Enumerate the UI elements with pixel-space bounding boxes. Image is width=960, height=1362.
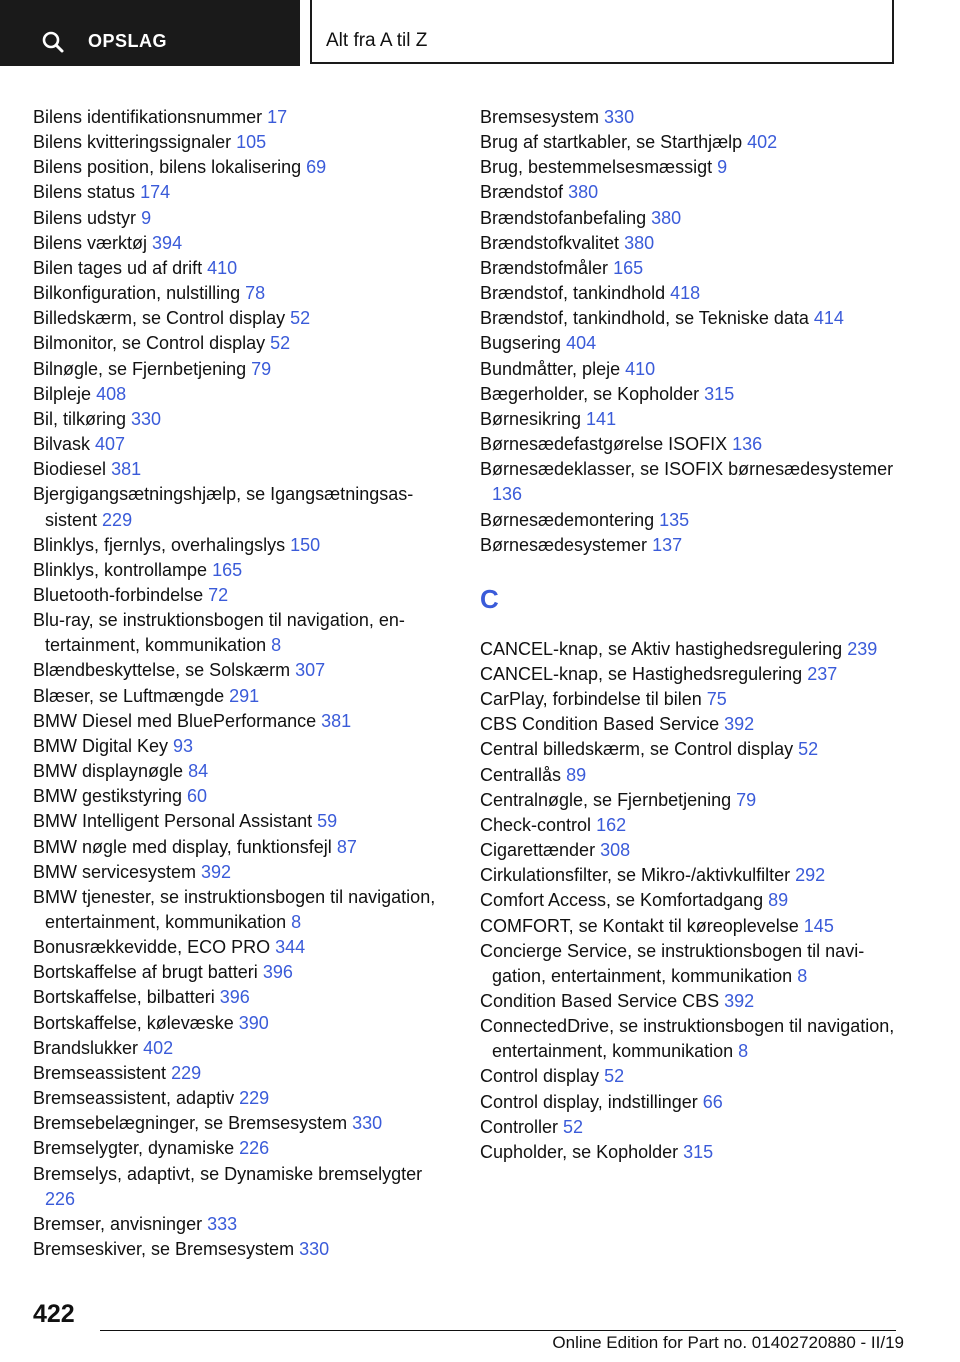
index-entry-text: CBS Condition Based Service	[480, 714, 720, 735]
index-entry	[33, 985, 443, 1010]
index-entry	[33, 684, 443, 709]
index-entry	[33, 1212, 443, 1237]
index-page-link[interactable]: 135	[659, 509, 690, 530]
index-page-link[interactable]: 292	[795, 865, 826, 886]
index-page-link[interactable]: 315	[704, 383, 735, 404]
index-entry-text: Blinklys, kontrollampe	[33, 559, 208, 580]
index-entry-text: BMW Intelligent Personal Assistant	[33, 811, 313, 832]
index-page-link[interactable]: 308	[600, 840, 631, 861]
index-entry-text: Bremselys, adaptivt, se Dynamiske bremselygter	[33, 1163, 423, 1184]
index-entry-text: Condition Based Service CBS	[480, 991, 720, 1011]
index-entry-text: Bægerholder, se Kopholder	[480, 383, 700, 404]
index-entry-text: Bilen tages ud af drift	[33, 257, 203, 278]
index-entry-text: BMW gestikstyring	[33, 786, 183, 807]
index-page-link[interactable]: 136	[732, 434, 763, 455]
index-entry	[33, 1061, 443, 1086]
search-tab[interactable]	[0, 0, 300, 66]
index-page-link[interactable]: 408	[96, 383, 127, 404]
index-entry	[33, 105, 443, 130]
index-entry	[33, 1162, 443, 1212]
index-page-link[interactable]: 174	[140, 182, 171, 203]
index-entry-text: Bilens identifikationsnummer	[33, 107, 263, 127]
index-entry-text: Bremser, anvisninger	[33, 1213, 203, 1234]
index-entry-text: Bremsesystem	[480, 107, 600, 127]
index-entry	[33, 1036, 443, 1061]
index-entry	[480, 432, 900, 457]
index-entry-text: Cirkulationsfilter, se Mikro-/aktivkulfilter	[480, 865, 791, 886]
index-page-link[interactable]: 226	[45, 1188, 76, 1209]
index-entry-text: Bortskaffelse, bilbatteri	[33, 987, 215, 1008]
index-entry	[480, 206, 900, 231]
index-page-link[interactable]: 52	[563, 1116, 584, 1137]
index-page-link[interactable]: 402	[143, 1037, 174, 1058]
index-entry-text: Bremseassistent	[33, 1062, 167, 1083]
index-entry-text: Bilkonfiguration, nulstilling	[33, 283, 241, 304]
index-page-link[interactable]: 8	[271, 635, 282, 656]
index-entry	[33, 734, 443, 759]
index-entry-text: BMW displaynøgle	[33, 761, 184, 782]
index-entry	[480, 155, 900, 180]
index-entry-text: Børnesædesystemer	[480, 534, 648, 555]
index-entry	[33, 281, 443, 306]
index-entry-text: Bonusrækkevidde, ECO PRO	[33, 937, 271, 958]
index-page-link[interactable]: 79	[251, 358, 272, 379]
index-entry-text: Bilens position, bilens lokalisering	[33, 157, 302, 178]
index-entry-text: CarPlay, forbindelse til bilen	[480, 689, 702, 710]
index-entry	[33, 382, 443, 407]
index-entry-text: Bortskaffelse, kølevæske	[33, 1012, 234, 1033]
index-page-link[interactable]: 75	[706, 689, 727, 710]
index-entry-text: Bremselygter, dynamiske	[33, 1138, 235, 1159]
index-entry-text: Brændstof	[480, 182, 564, 203]
index-entry	[33, 180, 443, 205]
index-page-link[interactable]: 330	[131, 408, 162, 429]
index-group-b-continued	[480, 105, 900, 558]
index-entry	[480, 888, 900, 913]
index-entry-text: Bilens værktøj	[33, 232, 148, 253]
index-entry-text: Cigarettænder	[480, 840, 596, 861]
index-page-link[interactable]: 392	[201, 861, 232, 882]
index-entry	[480, 357, 900, 382]
index-entry-text: BMW servicesystem	[33, 861, 197, 882]
index-entry	[33, 256, 443, 281]
index-page-link[interactable]: 291	[229, 685, 260, 706]
index-entry	[33, 1136, 443, 1161]
index-page-link[interactable]: 93	[173, 735, 194, 756]
index-entry	[33, 206, 443, 231]
index-entry	[33, 860, 443, 885]
index-entry	[480, 508, 900, 533]
index-page-link[interactable]: 229	[102, 509, 133, 530]
index-page-link[interactable]: 380	[651, 207, 682, 228]
index-page-link[interactable]: 307	[295, 660, 326, 681]
index-column-right	[480, 105, 900, 1165]
index-entry	[33, 658, 443, 683]
index-entry-text: BMW tjenester, se instruktionsbogen til navigation, entertainment, kommunikation	[33, 886, 436, 932]
index-entry	[480, 989, 900, 1014]
index-entry-text: BMW Diesel med BluePerformance	[33, 710, 317, 731]
index-page-link[interactable]: 84	[188, 761, 209, 782]
index-entry	[480, 838, 900, 863]
index-entry-text: CANCEL-knap, se Aktiv hastighedsregulering	[480, 638, 843, 659]
index-page-link[interactable]: 8	[738, 1041, 749, 1062]
index-entry-text: Control display	[480, 1066, 600, 1087]
index-entry-text: ConnectedDrive, se instruktionsbogen til navigation, entertainment, kommunikation	[480, 1016, 895, 1062]
index-page-link[interactable]: 381	[321, 710, 352, 731]
index-page-link[interactable]: 396	[219, 987, 250, 1008]
index-entry-text: Bilvask	[33, 434, 91, 455]
index-entry	[33, 130, 443, 155]
index-page-link[interactable]: 237	[807, 663, 838, 684]
index-entry	[33, 960, 443, 985]
index-entry	[33, 759, 443, 784]
index-page-link[interactable]: 137	[652, 534, 683, 555]
index-entry-text: Brændstofanbefaling	[480, 207, 647, 228]
index-page-link[interactable]: 141	[586, 408, 617, 429]
index-page-link[interactable]: 52	[798, 739, 819, 760]
index-entry	[480, 637, 900, 662]
index-page-link[interactable]: 330	[352, 1113, 383, 1134]
index-page-link[interactable]: 136	[492, 484, 523, 505]
index-entry	[480, 763, 900, 788]
index-page-link[interactable]: 8	[797, 965, 808, 986]
index-entry-text: Concierge Service, se instruktionsbogen til navigation, entertainment, kommunikation	[480, 940, 865, 986]
index-entry	[480, 457, 900, 507]
index-page-link[interactable]: 162	[596, 814, 627, 835]
index-entry-text: Centralnøgle, se Fjernbetjening	[480, 789, 732, 810]
index-page-link[interactable]: 392	[724, 714, 755, 735]
index-entry	[480, 687, 900, 712]
index-page-link[interactable]: 392	[724, 991, 755, 1011]
index-entry	[33, 1237, 443, 1262]
index-page-link[interactable]: 407	[95, 434, 126, 455]
index-entry-text: Bil, tilkøring	[33, 408, 127, 429]
index-entry	[480, 180, 900, 205]
index-page-link[interactable]: 330	[604, 107, 635, 127]
index-entry	[33, 935, 443, 960]
index-entry	[33, 306, 443, 331]
index-entry	[480, 1090, 900, 1115]
index-page-link[interactable]: 414	[813, 308, 844, 329]
index-entry	[33, 357, 443, 382]
index-entry	[480, 712, 900, 737]
index-page-link[interactable]: 226	[239, 1138, 270, 1159]
index-entry-text: Bjergigangsætningshjælp, se Igangsætningsassistent	[33, 484, 414, 530]
index-entry	[33, 533, 443, 558]
index-entry-text: Bremsebelægninger, se Bremsesystem	[33, 1113, 348, 1134]
index-entry-text: Brændstof, tankindhold, se Tekniske data	[480, 308, 809, 329]
index-entry-text: Comfort Access, se Komfortadgang	[480, 890, 764, 911]
index-entry	[480, 1115, 900, 1140]
index-entry	[480, 407, 900, 432]
section-title: Alt fra A til Z	[326, 30, 428, 51]
index-page-link[interactable]: 66	[702, 1091, 723, 1112]
index-entry-text: Bluetooth-forbindelse	[33, 584, 204, 605]
index-page-link[interactable]: 79	[736, 789, 757, 810]
index-entry	[480, 737, 900, 762]
index-page-link[interactable]: 229	[171, 1062, 202, 1083]
index-entry	[480, 306, 900, 331]
index-entry-text: BMW nøgle med display, funktionsfejl	[33, 836, 332, 857]
index-entry	[480, 382, 900, 407]
index-entry-text: Brug af startkabler, se Starthjælp	[480, 132, 743, 153]
index-entry-text: Biodiesel	[33, 459, 107, 480]
index-page-link[interactable]: 150	[290, 534, 321, 555]
index-page-link[interactable]: 89	[768, 890, 789, 911]
index-entry-text: Central billedskærm, se Control display	[480, 739, 794, 760]
index-entry-text: Brændstofkvalitet	[480, 232, 620, 253]
index-page-link[interactable]: 9	[141, 207, 152, 228]
index-entry	[480, 105, 900, 130]
index-entry-text: BMW Digital Key	[33, 735, 169, 756]
index-entry	[480, 1014, 900, 1064]
index-entry-text: Blu-ray, se instruktionsbogen til navigation, entertainment, kommunikation	[33, 610, 405, 656]
search-tab-label: OPSLAG	[88, 31, 168, 51]
index-page-link[interactable]: 410	[207, 257, 238, 278]
index-entry-text: Bremseassistent, adaptiv	[33, 1088, 235, 1109]
index-entry-text: Brandslukker	[33, 1037, 139, 1058]
index-page-link[interactable]: 72	[208, 584, 229, 605]
index-group-c	[480, 637, 900, 1165]
index-page-link[interactable]: 330	[299, 1239, 330, 1260]
index-page-link[interactable]: 239	[847, 638, 878, 659]
index-entry	[33, 1086, 443, 1111]
index-entry	[480, 256, 900, 281]
index-page-link[interactable]: 52	[604, 1066, 625, 1087]
index-entry	[480, 914, 900, 939]
index-entry	[33, 457, 443, 482]
index-entry	[480, 1064, 900, 1089]
index-entry	[33, 784, 443, 809]
index-entry	[480, 788, 900, 813]
index-entry-text: Bilens udstyr	[33, 207, 137, 228]
index-entry-text: Brændstof, tankindhold	[480, 283, 666, 304]
index-entry	[480, 939, 900, 989]
index-entry-text: Brug, bestemmelsesmæssigt	[480, 157, 713, 178]
index-entry	[480, 533, 900, 558]
index-entry	[33, 885, 443, 935]
edition-footer: Online Edition for Part no. 01402720880 - II/19	[552, 1333, 904, 1352]
index-entry	[480, 231, 900, 256]
index-entry-text: Blæser, se Luftmængde	[33, 685, 225, 706]
index-entry	[33, 231, 443, 256]
index-entry	[33, 407, 443, 432]
index-entry-text: Bilmonitor, se Control display	[33, 333, 266, 354]
index-entry	[33, 558, 443, 583]
index-page-link[interactable]: 396	[262, 962, 293, 983]
section-title-tab[interactable]	[310, 0, 894, 64]
index-page-link[interactable]: 59	[317, 811, 338, 832]
index-entry	[33, 331, 443, 356]
index-page-link[interactable]: 410	[625, 358, 656, 379]
index-page-link[interactable]: 333	[207, 1213, 238, 1234]
index-page-link[interactable]: 9	[717, 157, 728, 178]
index-entry	[33, 1111, 443, 1136]
index-page-link[interactable]: 381	[111, 459, 142, 480]
index-page-link[interactable]: 60	[187, 786, 208, 807]
index-page-link[interactable]: 315	[683, 1141, 714, 1162]
index-page-link[interactable]: 404	[566, 333, 597, 354]
index-entry-text: Bilnøgle, se Fjernbetjening	[33, 358, 247, 379]
index-entry-text: Bilpleje	[33, 383, 92, 404]
index-page-link[interactable]: 165	[613, 257, 644, 278]
index-entry-text: Børnesikring	[480, 408, 582, 429]
index-entry	[33, 709, 443, 734]
index-entry-text: Brændstofmåler	[480, 257, 609, 278]
index-page-link[interactable]: 52	[270, 333, 291, 354]
index-page-link[interactable]: 8	[291, 912, 302, 932]
index-page-link[interactable]: 105	[236, 132, 267, 153]
index-entry-text: Børnesædeklasser, se ISOFIX børnesædesystemer	[480, 459, 894, 480]
index-page-link[interactable]: 380	[568, 182, 599, 203]
index-entry	[480, 331, 900, 356]
index-page-link[interactable]: 17	[267, 107, 288, 127]
index-entry-text: Bundmåtter, pleje	[480, 358, 621, 379]
index-entry	[480, 813, 900, 838]
index-entry-text: Børnesædefastgørelse ISOFIX	[480, 434, 728, 455]
index-page-link[interactable]: 380	[624, 232, 655, 253]
index-page-link[interactable]: 165	[212, 559, 243, 580]
index-entry-text: Billedskærm, se Control display	[33, 308, 286, 329]
index-entry-text: Controller	[480, 1116, 559, 1137]
index-entry-text: CANCEL-knap, se Hastighedsregulering	[480, 663, 803, 684]
index-entry-text: Bugsering	[480, 333, 562, 354]
index-entry	[33, 608, 443, 658]
index-page-link[interactable]: 229	[239, 1088, 270, 1109]
index-page-link[interactable]: 344	[275, 937, 306, 958]
index-entry-text: Cupholder, se Kopholder	[480, 1141, 679, 1162]
index-letter-heading: C	[480, 583, 499, 614]
index-entry	[480, 1140, 900, 1165]
index-entry	[480, 281, 900, 306]
index-page-link[interactable]: 418	[670, 283, 701, 304]
index-page-link[interactable]: 78	[245, 283, 266, 304]
index-page-link[interactable]: 390	[238, 1012, 269, 1033]
index-entry-text: COMFORT, se Kontakt til køreoplevelse	[480, 915, 799, 936]
footer-divider	[100, 1330, 896, 1331]
index-entry-text: Check-control	[480, 814, 592, 835]
index-page-link[interactable]: 145	[803, 915, 834, 936]
index-entry-text: Control display, indstillinger	[480, 1091, 698, 1112]
index-page-link[interactable]: 394	[152, 232, 183, 253]
index-entry	[480, 130, 900, 155]
index-entry	[33, 583, 443, 608]
index-entry-text: Centrallås	[480, 764, 562, 785]
index-entry	[480, 662, 900, 687]
index-entry	[33, 835, 443, 860]
index-entry-text: Blændbeskyttelse, se Solskærm	[33, 660, 291, 681]
index-entry	[33, 155, 443, 180]
index-entry-text: Bremseskiver, se Bremsesystem	[33, 1239, 295, 1260]
search-icon	[41, 30, 65, 54]
index-entry	[33, 1011, 443, 1036]
index-page-link[interactable]: 69	[306, 157, 327, 178]
index-entry-text: Bilens status	[33, 182, 136, 203]
index-entry-text: Blinklys, fjernlys, overhalingslys	[33, 534, 286, 555]
index-entry-text: Bilens kvitteringssignaler	[33, 132, 232, 153]
index-page-link[interactable]: 89	[566, 764, 587, 785]
index-entry	[33, 482, 443, 532]
index-page-link[interactable]: 87	[336, 836, 357, 857]
page-number: 422	[33, 1300, 75, 1328]
index-page-link[interactable]: 52	[290, 308, 311, 329]
page-header	[0, 0, 960, 66]
index-page-link[interactable]: 402	[747, 132, 778, 153]
index-entry-text: Bortskaffelse af brugt batteri	[33, 962, 258, 983]
index-column-left	[33, 105, 443, 1262]
index-entry	[33, 809, 443, 834]
index-entry	[480, 863, 900, 888]
index-entry	[33, 432, 443, 457]
index-entry-text: Børnesædemontering	[480, 509, 655, 530]
